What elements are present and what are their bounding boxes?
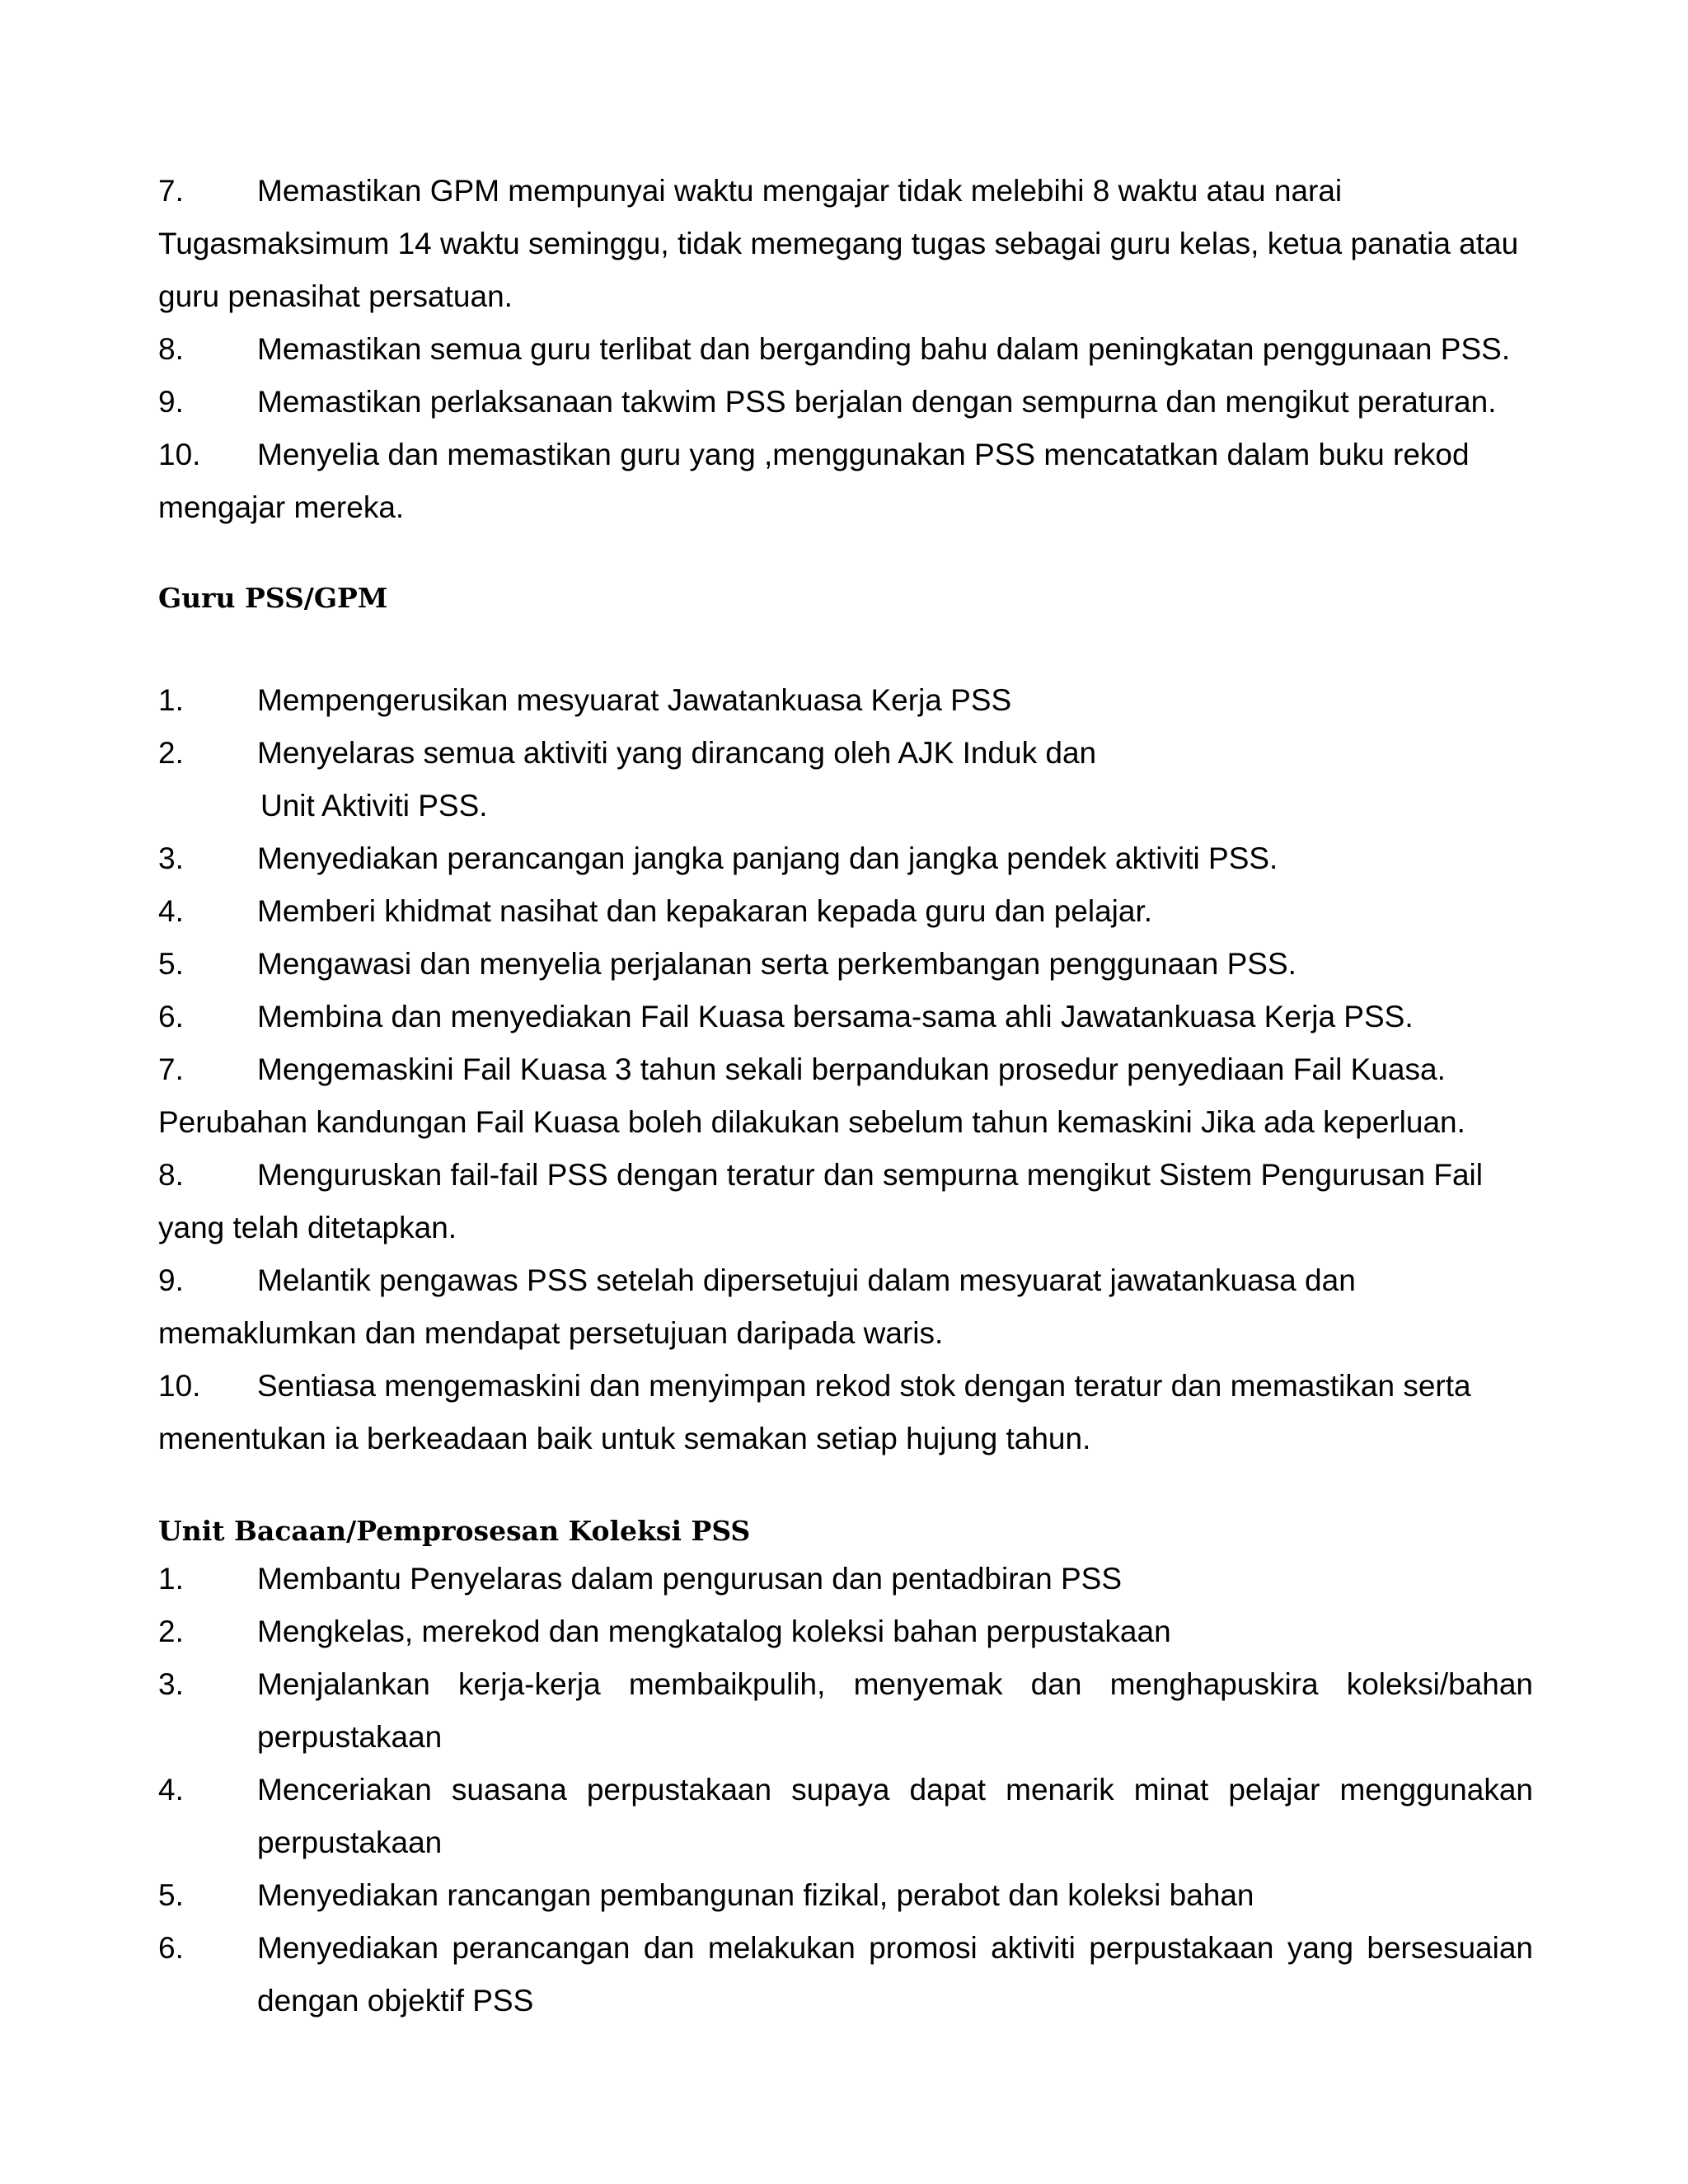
list-item-text: dengan objektif PSS [257,1984,534,2018]
list-item-text: Menyediakan perancangan dan melakukan promosi aktiviti perpustakaan yang bersesuaian [257,1931,1533,1965]
list-item-text: memaklumkan dan mendapat persetujuan daripada waris. [158,1316,944,1350]
list-item-number: 7. [158,174,184,208]
list-item-number: 3. [158,1667,184,1701]
section-heading: Guru PSS/GPM [158,582,388,614]
list-item-number: 7. [158,1052,184,1086]
list-item-text: Mempengerusikan mesyuarat Jawatankuasa Kerja PSS [257,683,1012,717]
list-item-text: Menyelaras semua aktiviti yang dirancang oleh AJK Induk dan [257,736,1097,770]
list-item-text: Sentiasa mengemaskini dan menyimpan rekod stok dengan teratur dan memastikan serta [257,1369,1471,1403]
list-item-text: perpustakaan [257,1720,443,1754]
list-item-text: Mengemaskini Fail Kuasa 3 tahun sekali berpandukan prosedur penyediaan Fail Kuasa. [257,1052,1446,1086]
list-item-number: 1. [158,1562,184,1596]
list-item-text: Menyediakan perancangan jangka panjang dan jangka pendek aktiviti PSS. [257,841,1278,875]
list-item-text: perpustakaan [257,1825,443,1859]
list-item-text: Menceriakan suasana perpustakaan supaya dapat menarik minat pelajar menggunakan [257,1773,1533,1807]
list-item-text: yang telah ditetapkan. [158,1211,457,1244]
list-item-number: 8. [158,332,184,366]
list-item-text: Membina dan menyediakan Fail Kuasa bersama-sama ahli Jawatankuasa Kerja PSS. [257,1000,1414,1033]
list-item-text: Menyediakan rancangan pembangunan fizikal, perabot dan koleksi bahan [257,1878,1254,1912]
list-item-number: 10. [158,1369,201,1403]
list-item-number: 2. [158,1615,184,1648]
list-item-number: 6. [158,1931,184,1965]
section-heading: Unit Bacaan/Pemprosesan Koleksi PSS [158,1515,751,1547]
list-item-number: 9. [158,1263,184,1297]
list-item-text: Mengawasi dan menyelia perjalanan serta perkembangan penggunaan PSS. [257,947,1296,981]
list-item-text: guru penasihat persatuan. [158,279,513,313]
list-item-text: Menguruskan fail-fail PSS dengan teratur dan sempurna mengikut Sistem Pengurusan Fail [257,1158,1483,1192]
list-item-text: Memastikan semua guru terlibat dan berganding bahu dalam peningkatan penggunaan PSS. [257,332,1511,366]
list-item-text: Unit Aktiviti PSS. [260,789,488,823]
list-item-number: 6. [158,1000,184,1033]
list-item-text: Menyelia dan memastikan guru yang ,menggunakan PSS mencatatkan dalam buku rekod [257,438,1470,471]
list-item-text: Melantik pengawas PSS setelah dipersetujui dalam mesyuarat jawatankuasa dan [257,1263,1356,1297]
list-item-number: 4. [158,1773,184,1807]
list-item-text: Menjalankan kerja-kerja membaikpulih, menyemak dan menghapuskira koleksi/bahan [257,1667,1533,1701]
list-item-text: Memastikan perlaksanaan takwim PSS berjalan dengan sempurna dan mengikut peraturan. [257,385,1497,419]
list-item-number: 5. [158,947,184,981]
list-item-number: 5. [158,1878,184,1912]
list-item-number: 4. [158,894,184,928]
list-item-text: Perubahan kandungan Fail Kuasa boleh dilakukan sebelum tahun kemaskini Jika ada keperluan. [158,1105,1465,1139]
list-item-number: 2. [158,736,184,770]
list-item-text: mengajar mereka. [158,490,405,524]
list-item-text: Memastikan GPM mempunyai waktu mengajar tidak melebihi 8 waktu atau narai [257,174,1343,208]
list-item-text: Membantu Penyelaras dalam pengurusan dan pentadbiran PSS [257,1562,1123,1596]
list-item-text: Tugasmaksimum 14 waktu seminggu, tidak memegang tugas sebagai guru kelas, ketua panatia atau [158,227,1519,260]
list-item-number: 10. [158,438,201,471]
list-item-text: menentukan ia berkeadaan baik untuk semakan setiap hujung tahun. [158,1422,1091,1455]
list-item-number: 1. [158,683,184,717]
list-item-number: 3. [158,841,184,875]
list-item-number: 8. [158,1158,184,1192]
list-item-text: Memberi khidmat nasihat dan kepakaran kepada guru dan pelajar. [257,894,1153,928]
list-item-text: Mengkelas, merekod dan mengkatalog koleksi bahan perpustakaan [257,1615,1171,1648]
list-item-number: 9. [158,385,184,419]
